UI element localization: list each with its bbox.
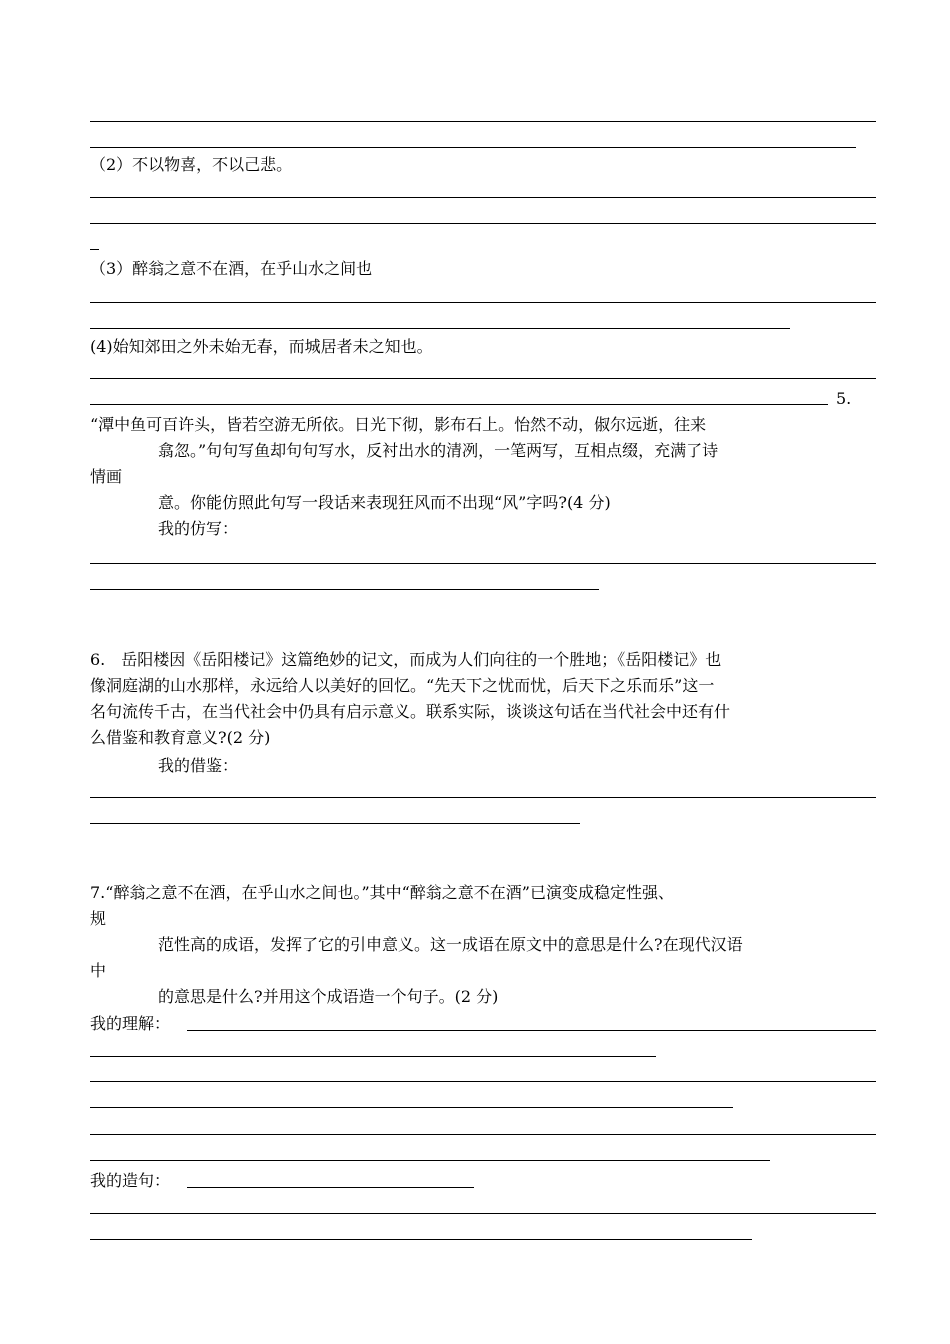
answer-line <box>90 1107 733 1108</box>
answer-line <box>90 404 828 405</box>
answer-line <box>90 823 580 824</box>
q5-text-line: 情画 <box>90 467 123 486</box>
answer-line <box>90 1081 876 1082</box>
q7-text-line: 范性高的成语，发挥了它的引申意义。这一成语在原文中的意思是什么?在现代汉语 <box>158 935 743 954</box>
answer-line <box>90 121 876 122</box>
q5-number: 5. <box>836 389 852 408</box>
q4-item-2: （2）不以物喜，不以己悲。 <box>90 155 293 174</box>
q7-text-line: 7.“醉翁之意不在酒，在乎山水之间也。”其中“醉翁之意不在酒”已演变成稳定性强、 <box>90 883 674 902</box>
answer-line <box>187 1030 876 1031</box>
answer-line <box>90 1213 876 1214</box>
answer-line <box>90 797 876 798</box>
answer-line <box>90 302 876 303</box>
answer-line <box>90 147 856 148</box>
answer-line <box>90 328 790 329</box>
q4-item-4: (4)始知郊田之外未始无春，而城居者未之知也。 <box>90 337 433 356</box>
q5-answer-label: 我的仿写： <box>158 519 239 538</box>
answer-line <box>90 1239 752 1240</box>
answer-line <box>90 223 876 224</box>
answer-line <box>90 378 876 379</box>
q4-item-3: （3）醉翁之意不在酒，在乎山水之间也 <box>90 259 373 278</box>
q6-text-line: 名句流传千古，在当代社会中仍具有启示意义。联系实际，谈谈这句话在当代社会中还有什 <box>90 702 731 721</box>
q5-text-line: 翕忽。”句句写鱼却句句写水，反衬出水的清冽，一笔两写，互相点缀，充满了诗 <box>158 441 719 460</box>
answer-line <box>90 563 876 564</box>
q6-answer-label: 我的借鉴： <box>158 756 239 775</box>
answer-line <box>187 1187 474 1188</box>
answer-line-stub <box>90 249 99 250</box>
q7-text-line: 的意思是什么?并用这个成语造一个句子。(2 分) <box>158 987 499 1006</box>
answer-line <box>90 1134 876 1135</box>
q5-text-line: 意。你能仿照此句写一段话来表现狂风而不出现“风”字吗?(4 分) <box>158 493 611 512</box>
answer-line <box>90 1160 770 1161</box>
q5-text-line: “潭中鱼可百许头，皆若空游无所依。日光下彻，影布石上。怡然不动，俶尔远逝，往来 <box>90 415 707 434</box>
answer-line <box>90 1056 656 1057</box>
q6-text-line: 像洞庭湖的山水那样，永远给人以美好的回忆。“先天下之忧而忧，后天下之乐而乐”这一 <box>90 676 715 695</box>
q7-text-line: 中 <box>90 961 107 980</box>
q7-text-line: 规 <box>90 909 107 928</box>
q7-understanding-label: 我的理解： <box>90 1014 171 1033</box>
q7-sentence-label: 我的造句： <box>90 1171 171 1190</box>
answer-line <box>90 589 599 590</box>
q6-text-line: 么借鉴和教育意义?(2 分) <box>90 728 271 747</box>
answer-line <box>90 197 876 198</box>
q6-text-line: 6. 岳阳楼因《岳阳楼记》这篇绝妙的记文，而成为人们向往的一个胜地；《岳阳楼记》也 <box>90 650 722 669</box>
